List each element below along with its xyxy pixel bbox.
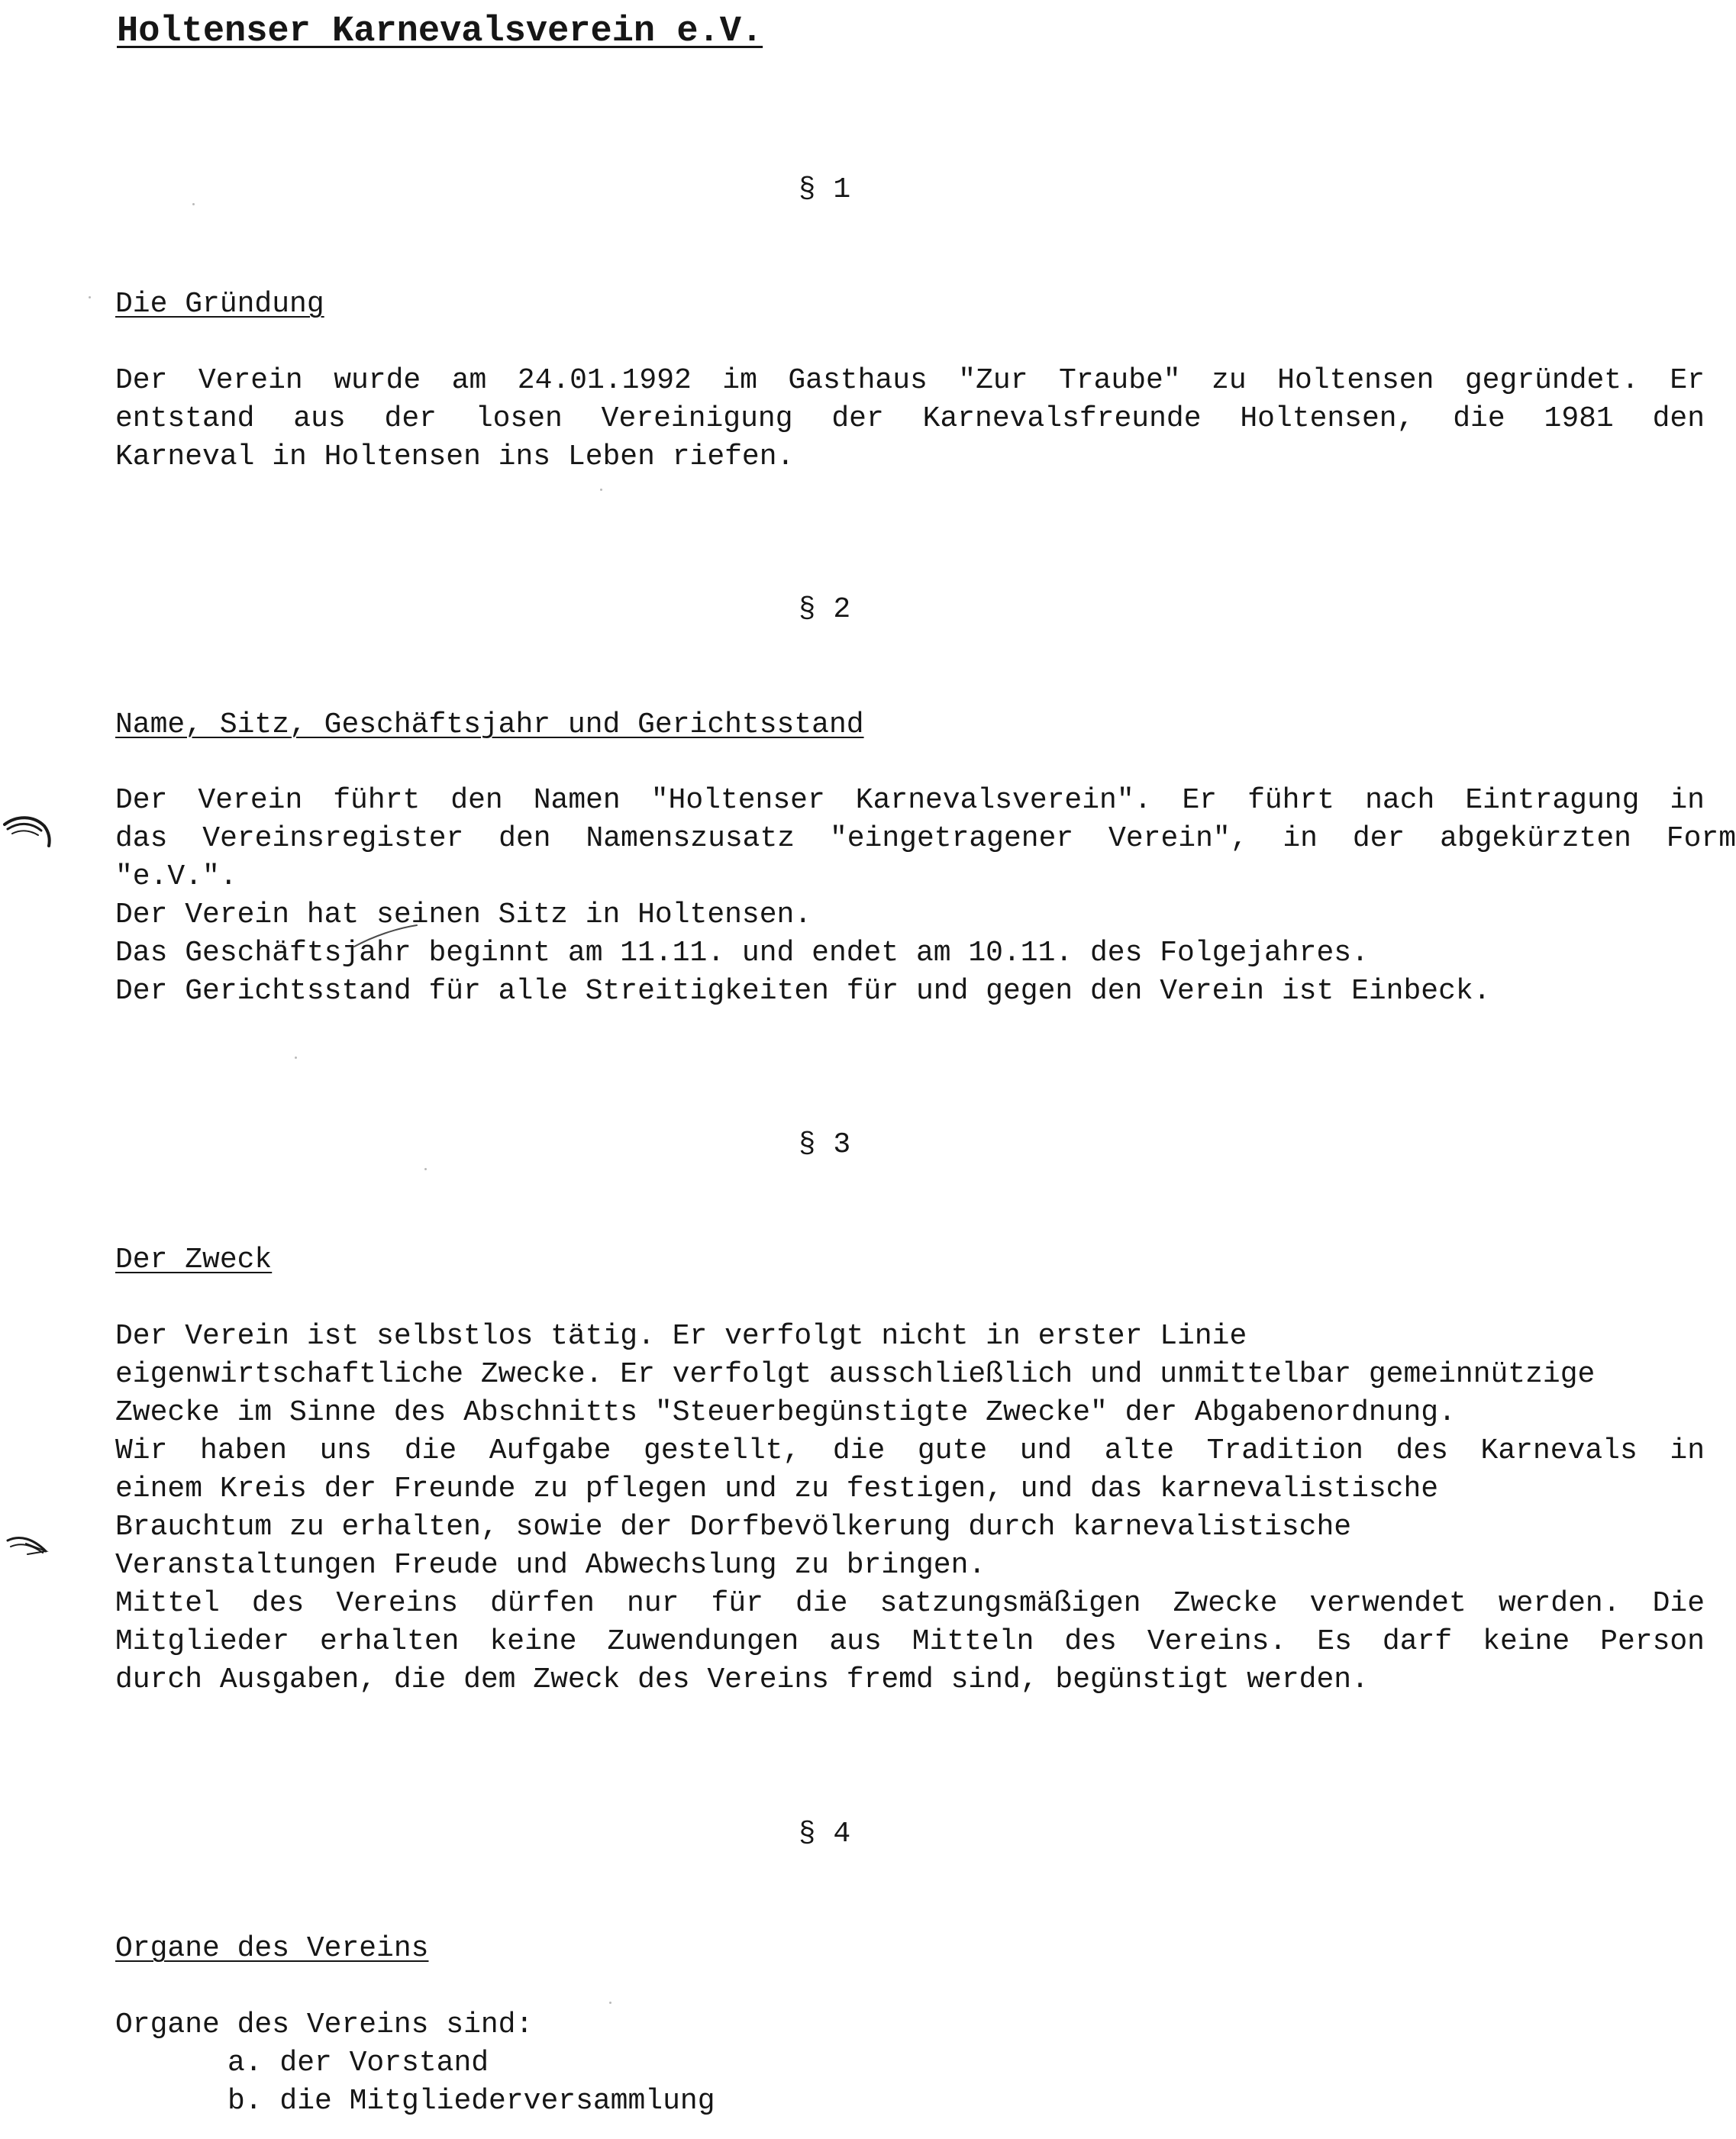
text-line: Mittel des Vereins dürfen nur für die satzungsmäßigen Zwecke verwendet werden. Die: [115, 1587, 1705, 1620]
scan-speck: [89, 296, 91, 298]
list-item: b. die Mitgliederversammlung: [227, 2085, 715, 2118]
text-line: Mitglieder erhalten keine Zuwendungen aus Mitteln des Vereins. Es darf keine Person: [115, 1625, 1705, 1658]
text-line: das Vereinsregister den Namenszusatz "eingetragener Verein", in der abgekürzten Form: [115, 822, 1736, 855]
text-line: Das Geschäftsjahr beginnt am 11.11. und endet am 10.11. des Folgejahres.: [115, 937, 1369, 969]
scan-speck: [609, 2002, 611, 2004]
paragraph-number-1: § 1: [798, 173, 851, 206]
pencil-mark: [351, 921, 420, 951]
scan-speck: [192, 203, 195, 205]
section-body-name-seat: [115, 782, 1736, 1011]
section-heading-name-seat: Name, Sitz, Geschäftsjahr und Gerichtsstand: [115, 708, 864, 741]
text-line: Der Verein ist selbstlos tätig. Er verfolgt nicht in erster Linie: [115, 1320, 1247, 1353]
margin-tick-mark: [0, 809, 61, 855]
text-line: eigenwirtschaftliche Zwecke. Er verfolgt ausschließlich und unmittelbar gemeinnützige: [115, 1358, 1596, 1391]
margin-tick-mark: [0, 1527, 61, 1565]
section-heading-organs: Organe des Vereins: [115, 1932, 429, 1965]
text-line: Zwecke im Sinne des Abschnitts "Steuerbegünstigte Zwecke" der Abgabenordnung.: [115, 1396, 1456, 1429]
text-line: Veranstaltungen Freude und Abwechslung zu bringen.: [115, 1549, 986, 1582]
text-line: einem Kreis der Freunde zu pflegen und zu festigen, und das karnevalistische: [115, 1473, 1439, 1505]
text-line: Brauchtum zu erhalten, sowie der Dorfbevölkerung durch karnevalistische: [115, 1511, 1352, 1544]
text-line: Karneval in Holtensen ins Leben riefen.: [115, 440, 795, 473]
text-line: Der Gerichtsstand für alle Streitigkeiten für und gegen den Verein ist Einbeck.: [115, 975, 1491, 1008]
document-title: Holtenser Karnevalsverein e.V.: [117, 11, 763, 52]
text-line: Wir haben uns die Aufgabe gestellt, die gute und alte Tradition des Karnevals in: [115, 1434, 1705, 1467]
scan-speck: [295, 1057, 297, 1059]
paragraph-number-2: § 2: [798, 593, 851, 626]
section-heading-purpose: Der Zweck: [115, 1244, 273, 1276]
text-line: "e.V.".: [115, 860, 237, 893]
section-body-organs: [115, 2006, 715, 2121]
section-body-founding: [115, 362, 1705, 476]
scan-speck: [600, 489, 602, 491]
paragraph-number-4: § 4: [798, 1818, 851, 1850]
scan-speck: [424, 1168, 427, 1170]
section-body-purpose: [115, 1318, 1736, 1699]
text-line: Der Verein führt den Namen "Holtenser Karnevalsverein". Er führt nach Eintragung in: [115, 784, 1705, 817]
text-line: Der Verein wurde am 24.01.1992 im Gasthaus "Zur Traube" zu Holtensen gegründet. Er: [115, 364, 1705, 397]
text-line: Organe des Vereins sind:: [115, 2008, 534, 2041]
text-line: entstand aus der losen Vereinigung der Karnevalsfreunde Holtensen, die 1981 den: [115, 402, 1705, 435]
section-heading-founding: Die Gründung: [115, 288, 324, 321]
list-item: a. der Vorstand: [227, 2047, 489, 2079]
text-line: durch Ausgaben, die dem Zweck des Vereins fremd sind, begünstigt werden.: [115, 1663, 1369, 1696]
text-line: Der Verein hat seinen Sitz in Holtensen.: [115, 899, 812, 931]
paragraph-number-3: § 3: [798, 1128, 851, 1161]
